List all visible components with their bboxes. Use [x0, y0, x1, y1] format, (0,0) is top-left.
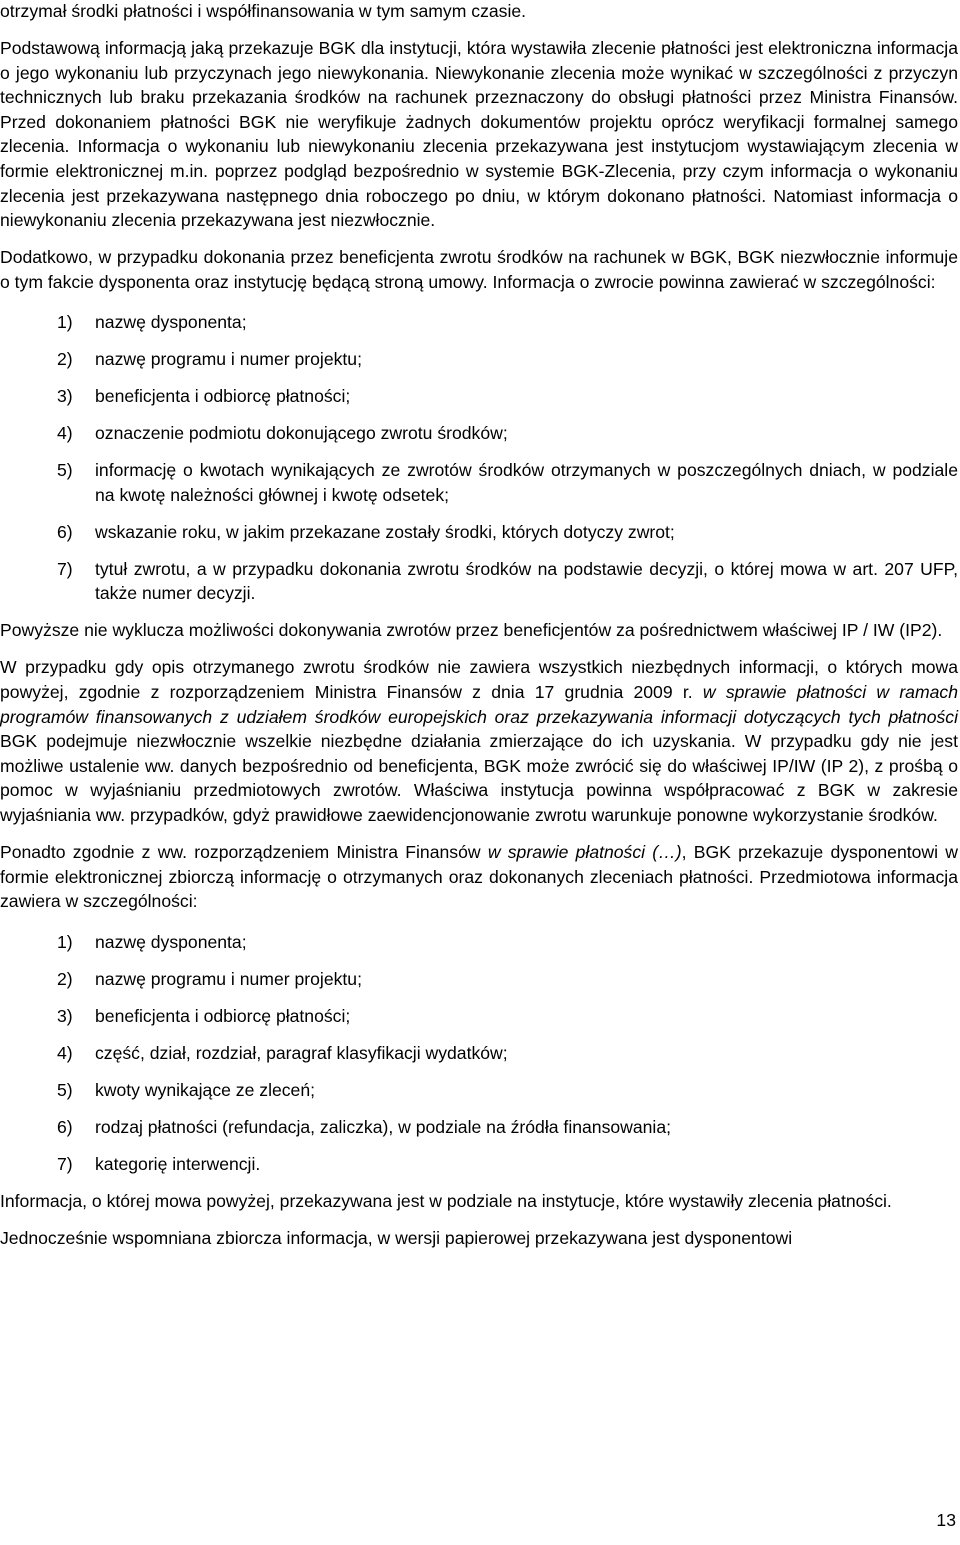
list-item: 6) rodzaj płatności (refundacja, zaliczka), w podziale na źródła finansowania;	[57, 1116, 672, 1137]
summary-info-list	[0, 930, 958, 1177]
list-item: 3) beneficjenta i odbiorcę płatności;	[57, 1005, 351, 1026]
list-item: 2) nazwę programu i numer projektu;	[57, 349, 362, 370]
list-item: 4) część, dział, rozdział, paragraf klasyfikacji wydatków;	[57, 1042, 508, 1063]
paragraph-intro-fragment: otrzymał środki płatności i współfinansowania w tym samym czasie.	[0, 1, 527, 21]
paragraph-incomplete-refund-info: W przypadku gdy opis otrzymanego zwrotu środków nie zawiera wszystkich niezbędnych informacji, o których mowa powyżej, zgodnie z rozporządzeniem Ministra Finansów z dnia 17 grudnia 2009 r. w sprawie płatności w ramach programów finansowanych z udziałem środków europejskich oraz przekazywania informacji dotyczących tych płatności BGK podejmuje niezwłocznie wszelkie niezbędne działania zmierzające do ich uzyskania. W przypadku gdy nie jest możliwe ustalenie ww. danych bezpośrednio od beneficjenta, BGK może zwrócić się do właściwej IP/IW (IP 2), z prośbą o pomoc w wyjaśnianiu przedmiotowych zwrotów. Właściwa instytucja powinna współpracować z BGK w zakresie wyjaśniania ww. przypadków, gdyż prawidłowe zaewidencjonowanie zwrotu warunkuje ponowne wykorzystanie środków.	[0, 657, 958, 825]
list-item: 2) nazwę programu i numer projektu;	[57, 968, 362, 989]
page-number: 13	[936, 1510, 956, 1530]
list-item: 4) oznaczenie podmiotu dokonującego zwrotu środków;	[57, 423, 508, 444]
list-item: 7) kategorię interwencji.	[57, 1153, 261, 1174]
paragraph-refund-notification: Dodatkowo, w przypadku dokonania przez beneficjenta zwrotu środków na rachunek w BGK, BGK niezwłocznie informuje o tym fakcie dysponenta oraz instytucję będącą stroną umowy. Informacja o zwrocie powinna zawierać w szczególności:	[0, 247, 958, 292]
paragraph-paper-version: Jednocześnie wspomniana zbiorcza informacja, w wersji papierowej przekazywana jest dysponentowi	[0, 1227, 793, 1248]
list-item: 1) nazwę dysponenta;	[57, 931, 247, 952]
paragraph-per-institution: Informacja, o której mowa powyżej, przekazywana jest w podziale na instytucje, które wystawiły zlecenia płatności.	[0, 1190, 892, 1211]
list-item: 5) informację o kwotach wynikających ze zwrotów środków otrzymanych w poszczególnych dniach, w podziale na kwotę należności głównej i kwotę odsetek;	[57, 460, 958, 505]
list-item: 7) tytuł zwrotu, a w przypadku dokonania zwrotu środków na podstawie decyzji, o której mowa w art. 207 UFP, także numer decyzji.	[57, 558, 958, 604]
paragraph-summary-information: Ponadto zgodnie z ww. rozporządzeniem Ministra Finansów w sprawie płatności (…), BGK przekazuje dysponentowi w formie elektronicznej zbiorczą informację o otrzymanych oraz dokonanych zleceniach płatności. Przedmiotowa informacja zawiera w szczególności:	[0, 841, 958, 912]
refund-info-list	[0, 310, 958, 606]
paragraph-refunds-via-ip: Powyższe nie wyklucza możliwości dokonywania zwrotów przez beneficjentów za pośrednictwem właściwej IP / IW (IP2).	[0, 620, 943, 641]
list-item: 6) wskazanie roku, w jakim przekazane zostały środki, których dotyczy zwrot;	[57, 521, 675, 542]
list-item: 3) beneficjenta i odbiorcę płatności;	[57, 386, 351, 407]
list-item: 1) nazwę dysponenta;	[57, 312, 247, 333]
paragraph-payment-information: Podstawową informacją jaką przekazuje BGK dla instytucji, która wystawiła zlecenie płatności jest elektroniczna informacja o jego wykonaniu lub przyczynach jego niewykonania. Niewykonanie zlecenia może wynikać w szczególności z przyczyn technicznych lub braku przekazania środków na rachunek przeznaczony do obsługi płatności przez Ministra Finansów. Przed dokonaniem płatności BGK nie weryfikuje żadnych dokumentów projektu oprócz weryfikacji formalnej samego zlecenia. Informacja o wykonaniu lub niewykonaniu zlecenia przekazywana jest instytucjom wystawiającym zlecenia w formie elektronicznej m.in. poprzez podgląd bezpośrednio w systemie BGK-Zlecenia, przy czym informacja o wykonaniu zlecenia jest przekazywana następnego dnia roboczego po dniu, w którym dokonano płatności. Natomiast informacja o niewykonaniu zlecenia przekazywana jest niezwłocznie.	[0, 37, 958, 231]
list-item: 5) kwoty wynikające ze zleceń;	[57, 1079, 316, 1100]
